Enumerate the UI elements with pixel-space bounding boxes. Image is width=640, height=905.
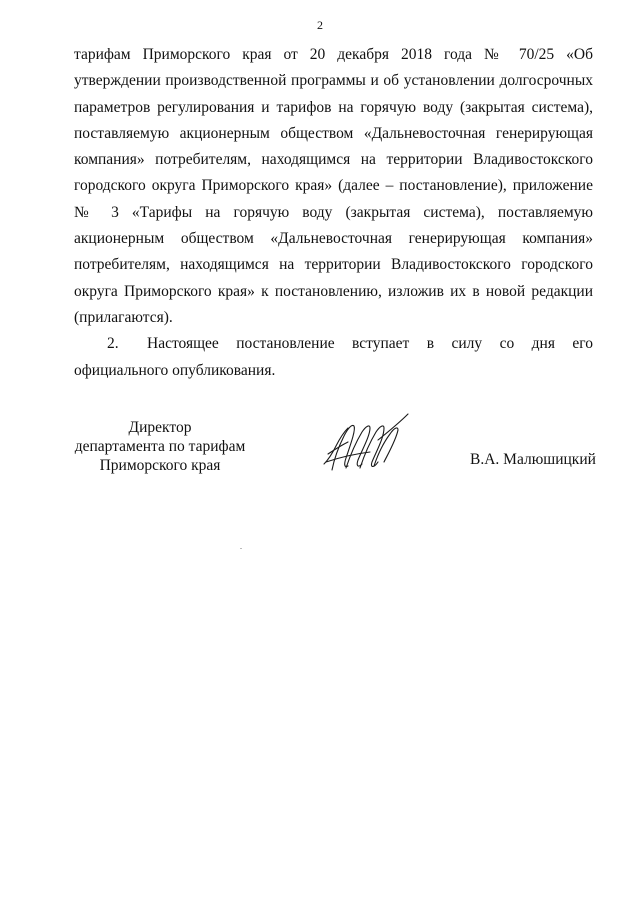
page-number: 2	[317, 18, 323, 32]
signature-block	[0, 410, 640, 500]
signer-position-line-1: Директор	[128, 419, 192, 436]
signer-position-line-2: департамента по тарифам	[74, 438, 246, 455]
list-item-2	[74, 331, 593, 384]
body-paragraph-continuation: тарифам Приморского края от 20 декабря 2018 года № 70/25 «Об утверждении производственной программы и об установлении долгосрочных параметров регулирования и тарифов на горячую воду (закрытая система), поставляемую акционерным обществом «Дальневосточная генерирующая компания» потребителям, находящимся на территории Владивостокского городского округа Приморского края» (далее – постановление), приложение № 3 «Тарифы на горячую воду (закрытая система), поставляемую акционерным обществом «Дальневосточная генерирующая компания» потребителям, находящимся на территории Владивостокского городского округа Приморского края» к постановлению, изложив их в новой редакции (прилагаются).	[74, 46, 593, 326]
scan-artifact	[240, 548, 242, 549]
list-item-text: Настоящее постановление вступает в силу со дня его официального опубликования.	[74, 335, 593, 379]
signer-position	[60, 418, 260, 475]
signer-position-line-3: Приморского края	[99, 457, 221, 474]
handwritten-signature	[318, 410, 410, 482]
document-body	[74, 42, 593, 384]
signer-name: В.А. Малюшицкий	[470, 451, 596, 468]
list-item-number: 2.	[107, 335, 119, 353]
